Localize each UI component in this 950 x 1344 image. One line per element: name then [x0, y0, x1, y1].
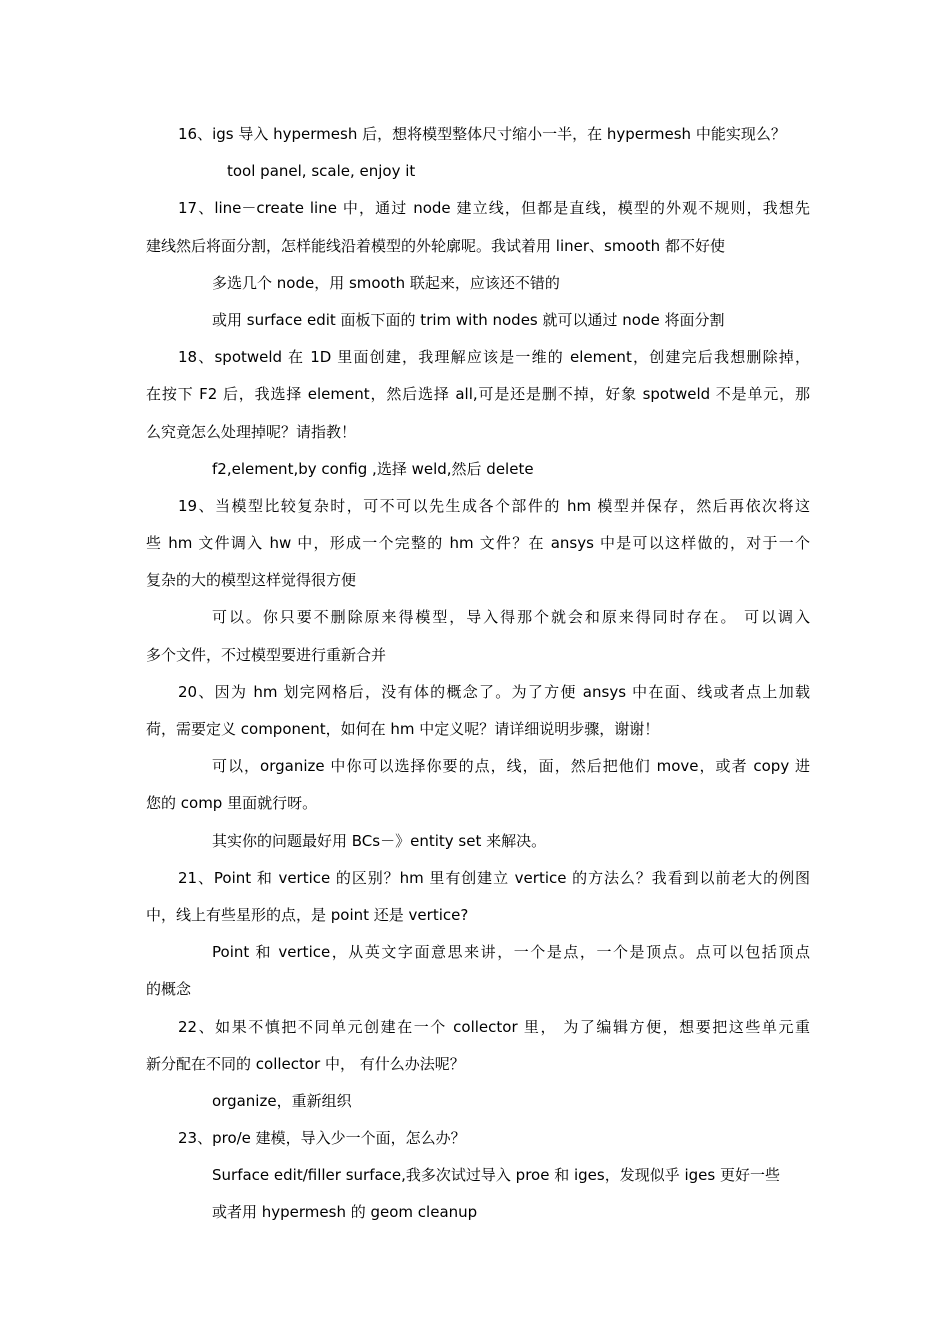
answer-17a-line-1: 多选几个 node，用 smooth 联起来，应该还不错的	[212, 273, 560, 292]
answer-19-line-2: 多个文件，不过模型要进行重新合并	[146, 645, 387, 664]
question-18-line-1: 18、spotweld 在 1D 里面创建，我理解应该是一维的 element，创建完后我想删除掉，	[178, 348, 810, 367]
answer-23b-line-1: 或者用 hypermesh 的 geom cleanup	[212, 1203, 478, 1222]
answer-18-line-1: f2,element,by config ,选择 weld,然后 delete	[212, 459, 534, 478]
answer-22-line-1: organize，重新组织	[212, 1091, 352, 1110]
answer-20a-line-1: 可以，organize 中你可以选择你要的点，线，面，然后把他们 move，或者 copy 进	[212, 757, 810, 776]
question-17-line-2: 建线然后将面分割，怎样能线沿着模型的外轮廓呢。我试着用 liner、smooth 都不好使	[146, 236, 725, 255]
question-19-line-3: 复杂的大的模型这样觉得很方便	[146, 571, 357, 590]
question-22-line-1: 22、如果不慎把不同单元创建在一个 collector 里， 为了编辑方便，想要把这些单元重	[178, 1017, 810, 1036]
question-20-line-1: 20、因为 hm 划完网格后，没有体的概念了。为了方便 ansys 中在面、线或者点上加载	[178, 682, 810, 701]
question-19-line-1: 19、当模型比较复杂时，可不可以先生成各个部件的 hm 模型并保存，然后再依次将这	[178, 496, 810, 515]
question-16-line-1: 16、igs 导入 hypermesh 后，想将模型整体尺寸缩小一半，在 hypermesh 中能实现么？	[178, 125, 786, 143]
answer-19-line-1: 可以。你只要不删除原来得模型，导入得那个就会和原来得同时存在。 可以调入	[212, 608, 810, 627]
question-23-line-1: 23、pro/e 建模，导入少一个面，怎么办？	[178, 1129, 466, 1148]
question-18-line-3: 么究竟怎么处理掉呢？请指教！	[146, 422, 357, 441]
answer-16-line-1: tool panel, scale, enjoy it	[227, 162, 416, 181]
question-17-line-1: 17、line－create line 中，通过 node 建立线，但都是直线，模型的外观不规则，我想先	[178, 199, 810, 218]
question-22-line-2: 新分配在不同的 collector 中， 有什么办法呢？	[146, 1054, 465, 1073]
answer-21-line-2: 的概念	[146, 980, 192, 999]
answer-17b-line-1: 或用 surface edit 面板下面的 trim with nodes 就可以通过 node 将面分割	[212, 310, 725, 329]
answer-23a-line-1: Surface edit/filler surface,我多次试过导入 proe 和 iges，发现似乎 iges 更好一些	[212, 1166, 780, 1185]
answer-21-line-1: Point 和 vertice，从英文字面意思来讲，一个是点，一个是顶点。点可以包括顶点	[212, 943, 810, 962]
document-body	[146, 116, 810, 1232]
answer-20b-line-1: 其实你的问题最好用 BCs－》entity set 来解决。	[212, 831, 547, 850]
question-18-line-2: 在按下 F2 后，我选择 element，然后选择 all,可是还是删不掉，好象 spotweld 不是单元，那	[146, 385, 810, 404]
question-21-line-2: 中，线上有些星形的点，是 point 还是 vertice?	[146, 905, 469, 924]
answer-20a-line-2: 您的 comp 里面就行呀。	[146, 794, 318, 813]
question-20-line-2: 荷，需要定义 component，如何在 hm 中定义呢？请详细说明步骤，谢谢！	[146, 720, 660, 738]
question-19-line-2: 些 hm 文件调入 hw 中，形成一个完整的 hm 文件？在 ansys 中是可以这样做的，对于一个	[146, 534, 810, 553]
question-21-line-1: 21、Point 和 vertice 的区别？hm 里有创建立 vertice 的方法么？我看到以前老大的例图	[178, 868, 810, 887]
